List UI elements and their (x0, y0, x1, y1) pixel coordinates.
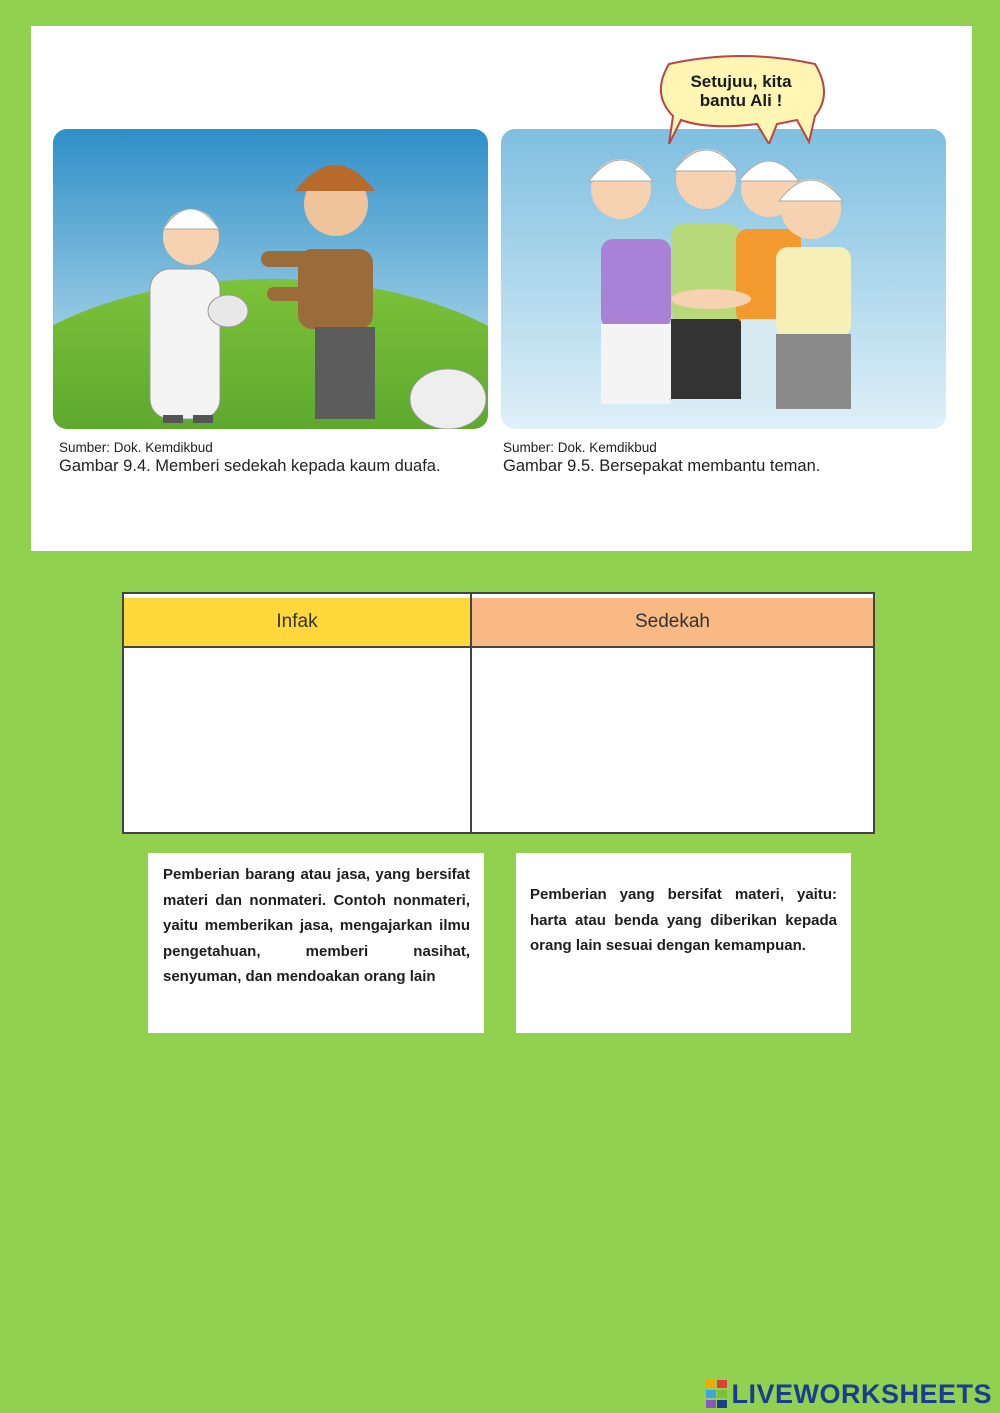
source-left: Sumber: Dok. Kemdikbud (59, 440, 213, 455)
speech-line-1: Setujuu, kita (690, 72, 792, 91)
source-right: Sumber: Dok. Kemdikbud (503, 440, 657, 455)
answer-table (122, 592, 875, 834)
draggable-card-1[interactable]: Pemberian barang atau jasa, yang bersifat materi dan nonmateri. Contoh nonmateri, yaitu memberikan jasa, mengajarkan ilmu pengetahuan, memberi nasihat, senyuman, dan mendoakan orang lain (148, 853, 484, 1033)
logo-icon (706, 1380, 728, 1408)
drop-zone-infak[interactable] (124, 648, 470, 832)
caption-left: Gambar 9.4. Memberi sedekah kepada kaum duafa. (59, 457, 441, 475)
illustration-friends-image (501, 129, 946, 429)
draggable-card-2[interactable]: Pemberian yang bersifat materi, yaitu: harta atau benda yang diberikan kepada orang lain sesuai dengan kemampuan. (516, 853, 851, 1033)
illustration-charity-image (53, 129, 488, 429)
illustration-panel (31, 26, 972, 551)
logo-text: LIVEWORKSHEETS (731, 1378, 992, 1409)
caption-right: Gambar 9.5. Bersepakat membantu teman. (503, 457, 821, 475)
speech-text (661, 72, 821, 110)
drop-zone-sedekah[interactable] (472, 648, 873, 832)
speech-line-2: bantu Ali ! (699, 91, 783, 110)
header-sedekah: Sedekah (472, 598, 873, 646)
liveworksheets-logo (706, 1376, 992, 1412)
header-infak: Infak (124, 598, 470, 646)
